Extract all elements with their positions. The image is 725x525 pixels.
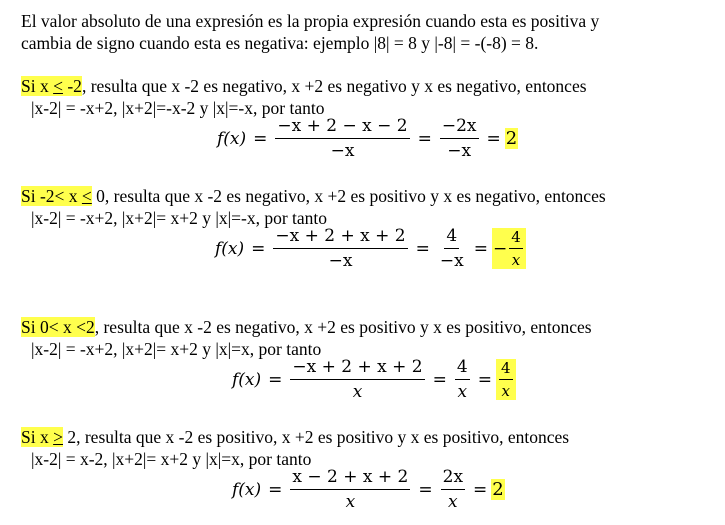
function-label: f(x) <box>232 479 262 500</box>
fraction-2: $\frac{-2x}{-x}$ <box>441 116 477 161</box>
intro-line-2: cambia de signo cuando esta es negativa: ejemplo |8| = 8 y |-8| = -(-8) = 8. <box>21 33 539 53</box>
case-1-label: Si x < -2 <box>21 76 82 96</box>
case-2-label: Si -2< x < <box>21 186 92 206</box>
case-3-result: $\frac{4}{x}$ <box>496 359 516 400</box>
case-1-heading <box>21 75 587 97</box>
case-2-equation: f(x) = $\frac{-x + 2 + x + 2}{-x}$ = $\frac{4}{-x}$ = − $\frac{4}{x}$ <box>215 226 526 271</box>
function-label: f(x) <box>215 238 245 259</box>
fraction-2: $\frac{4}{-x}$ <box>439 226 464 271</box>
fraction-1: $\frac{-x + 2 + x + 2}{-x}$ <box>275 226 406 271</box>
fraction-2: $\frac{2x}{x}$ <box>442 467 464 512</box>
case-4-text: 2, resulta que x -2 es positivo, x +2 es positivo y x es positivo, entonces <box>62 427 570 447</box>
case-4-abs-line: |x-2| = x-2, |x+2|= x+2 y |x|=x, por tanto <box>31 449 312 469</box>
function-label: f(x) <box>232 369 262 390</box>
case-1-result: 2 <box>505 128 518 149</box>
fraction-1: $\frac{-x + 2 + x + 2}{x}$ <box>292 357 423 402</box>
case-2-heading <box>21 185 606 207</box>
fraction-2: $\frac{4}{x}$ <box>456 357 468 402</box>
case-4-result: 2 <box>492 479 504 500</box>
case-3-text: , resulta que x -2 es negativo, x +2 es positivo y x es positivo, entonces <box>94 317 592 337</box>
case-3-label: Si 0< x <2 <box>21 317 95 337</box>
case-3-heading <box>21 316 592 338</box>
case-2-text: 0, resulta que x -2 es negativo, x +2 es positivo y x es negativo, entonces <box>91 186 606 206</box>
case-1-text: , resulta que x -2 es negativo, x +2 es negativo y x es negativo, entonces <box>81 76 587 96</box>
fraction-1: $\frac{-x + 2 - x - 2}{-x}$ <box>277 116 408 161</box>
function-label: f(x) <box>217 128 247 149</box>
case-3-abs-line: |x-2| = -x+2, |x+2|= x+2 y |x|=x, por tanto <box>31 339 322 359</box>
case-2-result: − $\frac{4}{x}$ <box>492 228 526 269</box>
case-4-equation: f(x) = $\frac{x - 2 + x + 2}{x}$ = $\frac{2x}{x}$ = 2 <box>232 467 504 512</box>
case-2-abs-line: |x-2| = -x+2, |x+2|= x+2 y |x|=-x, por tanto <box>31 208 328 228</box>
intro-line-1: El valor absoluto de una expresión es la propia expresión cuando esta es positiva y <box>21 11 600 31</box>
case-1-abs-line: |x-2| = -x+2, |x+2|=-x-2 y |x|=-x, por tanto <box>31 98 325 118</box>
case-4-label: Si x > <box>21 427 63 447</box>
fraction-1: $\frac{x - 2 + x + 2}{x}$ <box>292 467 409 512</box>
case-4-heading <box>21 426 569 448</box>
case-3-equation: f(x) = $\frac{-x + 2 + x + 2}{x}$ = $\frac{4}{x}$ = $\frac{4}{x}$ <box>232 357 516 402</box>
case-1-equation: f(x) = $\frac{-x + 2 - x - 2}{-x}$ = $\frac{-2x}{-x}$ = 2 <box>217 116 518 161</box>
